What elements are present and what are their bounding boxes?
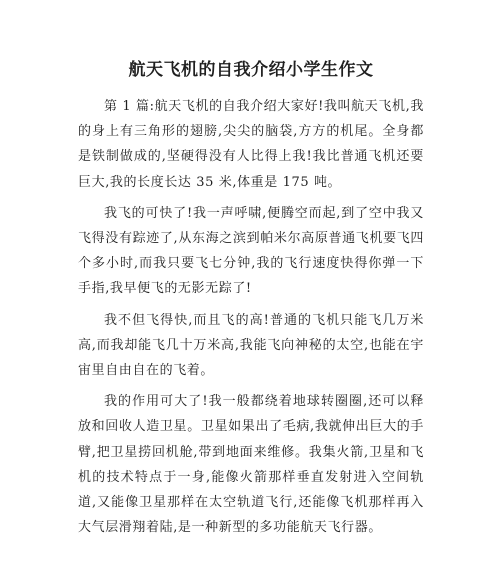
paragraph-3: 我不但飞得快,而且飞的高!普通的飞机只能飞几万米高,而我却能飞几十万米高,我能飞向神秘的太空,也能在宇宙里自由自在的飞着。	[78, 312, 424, 379]
paragraph-1: 第 1 篇:航天飞机的自我介绍大家好!我叫航天飞机,我的身上有三角形的翅膀,尖尖的脑袋,方方的机尾。全身都是铁制做成的,坚硬得没有人比得上我!我比普通飞机还要巨大,我的长度长达 35 米,体重是 175 吨。	[78, 99, 424, 190]
document-title: 航天飞机的自我介绍小学生作文	[128, 60, 374, 80]
paragraph-2: 我飞的可快了!我一声呼啸,便腾空而起,到了空中我又飞得没有踪迹了,从东海之滨到帕米尔高原普通飞机要飞四个多小时,而我只要飞七分钟,我的飞行速度快得你弹一下手指,我早便飞的无影无踪了!	[78, 205, 424, 297]
paragraph-4: 我的作用可大了!我一般都绕着地球转圈圈,还可以释放和回收人造卫星。卫星如果出了毛病,我就伸出巨大的手臂,把卫星捞回机舱,带到地面来维修。我集火箭,卫星和飞机的技术特点于一身,能像火箭那样垂直发射进入空间轨道,又能像卫星那样在太空轨道飞行,还能像飞机那样再入大气层滑翔着陆,是一种新型的多功能航天飞行器。	[78, 394, 424, 536]
